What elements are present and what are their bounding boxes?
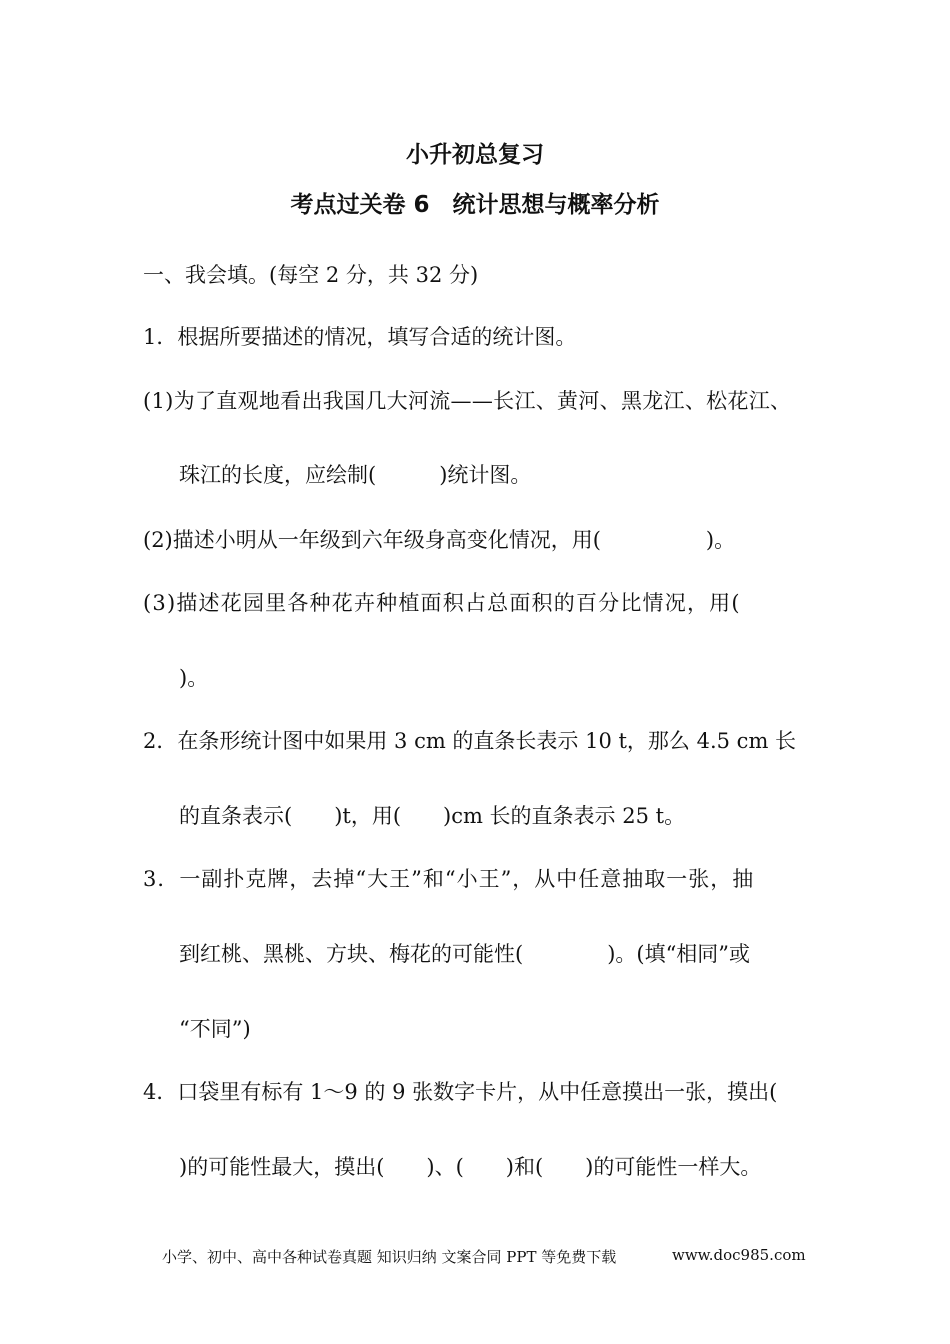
question-1-part-3-line-1: (3)描述花园里各种花卉种植面积占总面积的百分比情况，用( xyxy=(143,591,741,615)
question-1-part-1-line-2: 珠江的长度，应绘制( )统计图。 xyxy=(179,463,532,487)
page-subtitle: 考点过关卷 6 统计思想与概率分析 xyxy=(290,192,660,218)
question-2-line-2: 的直条表示( )t，用( )cm 长的直条表示 25 t。 xyxy=(179,804,686,828)
question-1-part-2: (2)描述小明从一年级到六年级身高变化情况，用( )。 xyxy=(143,528,736,552)
question-1-stem: 1．根据所要描述的情况，填写合适的统计图。 xyxy=(143,325,577,349)
footer-link[interactable]: www.doc985.com xyxy=(672,1246,806,1264)
question-1-part-3-line-2: )。 xyxy=(179,666,209,690)
question-2-line-1: 2．在条形统计图中如果用 3 cm 的直条长表示 10 t，那么 4.5 cm 长 xyxy=(143,729,797,753)
question-1-part-1-line-1: (1)为了直观地看出我国几大河流——长江、黄河、黑龙江、松花江、 xyxy=(143,389,792,413)
question-4-line-2: )的可能性最大，摸出( )、( )和( )的可能性一样大。 xyxy=(179,1155,762,1179)
question-3-line-3: “不同”) xyxy=(179,1017,251,1041)
question-3-line-1: 3．一副扑克牌，去掉“大王”和“小王”，从中任意抽取一张，抽 xyxy=(143,867,755,891)
question-4-line-1: 4．口袋里有标有 1～9 的 9 张数字卡片，从中任意摸出一张，摸出( xyxy=(143,1080,778,1104)
question-3-line-2: 到红桃、黑桃、方块、梅花的可能性( )。(填“相同”或 xyxy=(179,942,751,966)
section-heading: 一、我会填。(每空 2 分，共 32 分) xyxy=(143,263,479,287)
page-title: 小升初总复习 xyxy=(406,142,544,168)
footer-text: 小学、初中、高中各种试卷真题 知识归纳 文案合同 PPT 等免费下载 xyxy=(162,1248,617,1266)
